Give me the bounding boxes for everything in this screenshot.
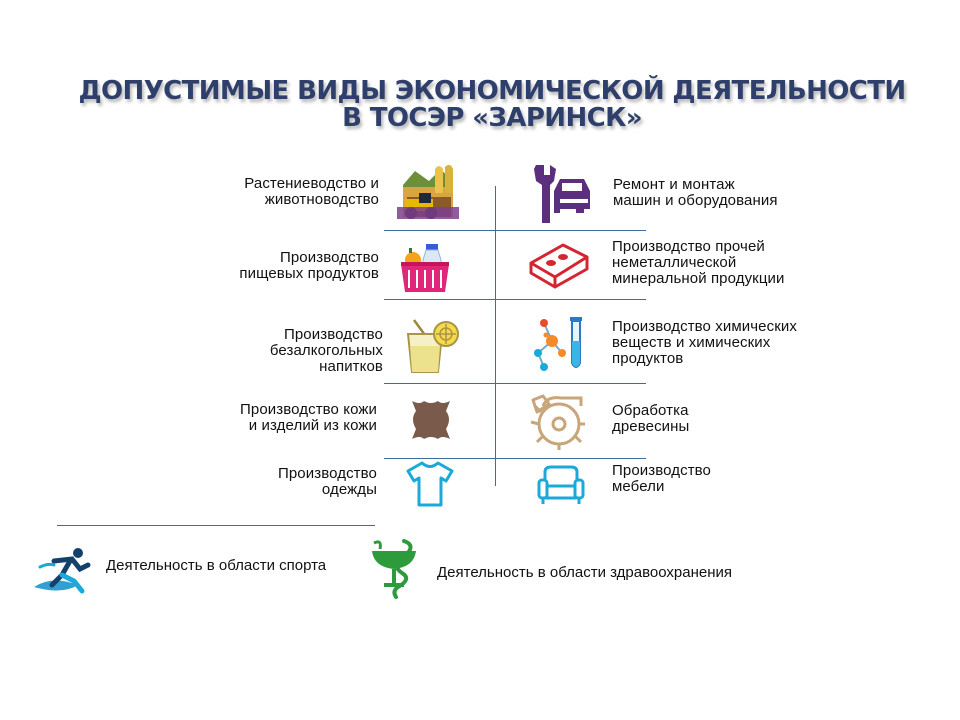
bottom-divider <box>57 525 375 526</box>
left-label-food: Производство пищевых продуктов <box>239 249 379 282</box>
center-divider <box>495 186 496 486</box>
chemistry-icon <box>532 313 588 382</box>
runner-icon <box>32 545 96 600</box>
right-label-chemistry: Производство химических веществ и химических продуктов <box>612 318 797 367</box>
wrench-car-icon <box>528 163 592 230</box>
row-divider-1 <box>384 230 646 231</box>
left-label-leather: Производство кожи и изделий из кожи <box>240 401 377 434</box>
right-label-minerals: Производство прочей неметаллической минеральной продукции <box>612 238 785 287</box>
circular-saw-icon <box>527 392 589 455</box>
medical-bowl-snake-icon <box>368 537 422 604</box>
row-divider-4 <box>384 458 646 459</box>
right-label-repair: Ремонт и монтаж машин и оборудования <box>613 176 778 209</box>
title-line-1: ДОПУСТИМЫЕ ВИДЫ ЭКОНОМИЧЕСКОЙ ДЕЯТЕЛЬНОСТИ <box>78 76 906 106</box>
row-divider-3 <box>384 383 646 384</box>
sport-label: Деятельность в области спорта <box>106 557 327 574</box>
brick-icon <box>527 239 591 298</box>
health-label: Деятельность в области здравоохранения <box>437 564 733 581</box>
leather-hide-icon <box>406 397 456 448</box>
title-line-2: В ТОСЭР «ЗАРИНСК» <box>342 103 642 133</box>
agriculture-icon <box>395 163 461 228</box>
drink-glass-icon <box>398 316 462 381</box>
food-basket-icon <box>397 240 453 301</box>
left-label-clothing: Производство одежды <box>277 465 377 498</box>
tshirt-icon <box>404 460 456 513</box>
right-label-furniture: Производство мебели <box>612 462 712 495</box>
left-label-drinks: Производство безалкогольных напитков <box>269 326 383 375</box>
left-label-agriculture: Растениеводство и животноводство <box>244 175 379 208</box>
right-label-wood: Обработка древесины <box>612 402 690 435</box>
armchair-icon <box>537 464 585 511</box>
page-title <box>0 78 960 132</box>
